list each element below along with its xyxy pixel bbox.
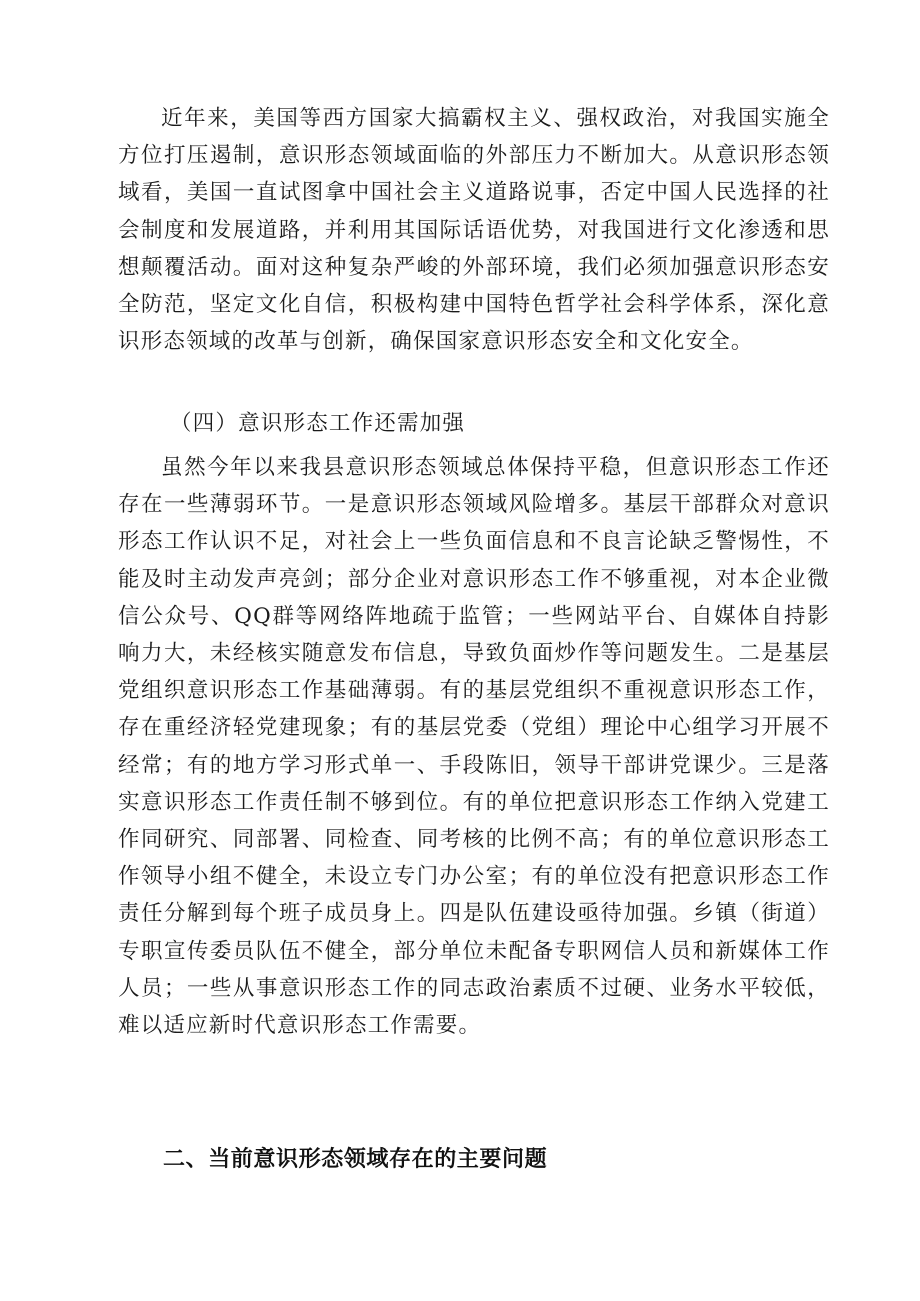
body-paragraph: 虽然今年以来我县意识形态领域总体保持平稳，但意识形态工作还存在一些薄弱环节。一是意识形态领域风险增多。基层干部群众对意识形态工作认识不足，对社会上一些负面信息和不良言论缺乏警惕性，不能及时主动发声亮剑；部分企业对意识形态工作不够重视，对本企业微信公众号、QQ群等网络阵地疏于监管；一些网站平台、自媒体自持影响力大，未经核实随意发布信息，导致负面炒作等问题发生。二是基层党组织意识形态工作基础薄弱。有的基层党组织不重视意识形态工作，存在重经济轻党建现象；有的基层党委（党组）理论中心组学习开展不经常；有的地方学习形式单一、手段陈旧，领导干部讲党课少。三是落实意识形态工作责任制不够到位。有的单位把意识形态工作纳入党建工作同研究、同部署、同检查、同考核的比例不高；有的单位意识形态工作领导小组不健全，未设立专门办公室；有的单位没有把意识形态工作责任分解到每个班子成员身上。四是队伍建设亟待加强。乡镇（街道）专职宣传委员队伍不健全，部分单位未配备专职网信人员和新媒体工作人员；一些从事意识形态工作的同志政治素质不过硬、业务水平较低，难以适应新时代意识形态工作需要。 [118,455,830,1039]
body-paragraph: 近年来，美国等西方国家大搞霸权主义、强权政治，对我国实施全方位打压遏制，意识形态领域面临的外部压力不断加大。从意识形态领域看，美国一直试图拿中国社会主义道路说事，否定中国人民选择的社会制度和发展道路，并利用其国际话语优势，对我国进行文化渗透和思想颠覆活动。面对这种复杂严峻的外部环境，我们必须加强意识形态安全防范，坚定文化自信，积极构建中国特色哲学社会科学体系，深化意识形态领域的改革与创新，确保国家意识形态安全和文化安全。 [118,106,830,355]
section-heading: 二、当前意识形态领域存在的主要问题 [163,1147,548,1172]
subsection-heading: （四）意识形态工作还需加强 [170,411,466,436]
